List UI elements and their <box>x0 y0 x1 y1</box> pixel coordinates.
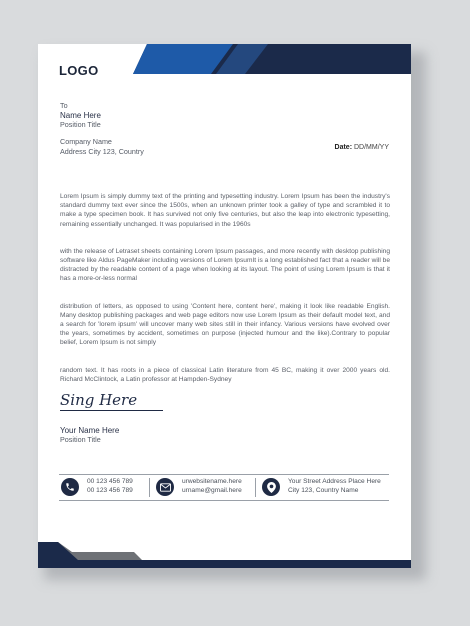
street-address: Your Street Address Place Here <box>288 478 381 486</box>
phone-1: 00 123 456 789 <box>87 478 133 486</box>
sender-position: Position Title <box>60 435 101 444</box>
city-country: City 123, Country Name <box>288 487 359 494</box>
body-paragraph-4: random text. It has roots in a piece of classical Latin literature from 45 BC, making it over 2000 years old. Richard McClintock, a Latin professor at Hampden-Sydney <box>60 366 390 383</box>
website: urwebsitename.here <box>182 478 242 486</box>
company-block <box>60 137 144 156</box>
contact-divider <box>149 478 150 497</box>
email-icon <box>156 478 174 496</box>
header-decoration <box>133 44 411 74</box>
email: urname@gmail.here <box>182 487 242 494</box>
sender-name: Your Name Here <box>60 426 120 435</box>
body-paragraph-3: distribution of letters, as opposed to using 'Content here, content here', making it look like readable English. Many desktop publishing packages and web page editors now use Lorem Ipsum as their default model text, and a search for 'lorem ipsum' will uncover many web sites still in their infancy. Various versions have evolved over the years, sometimes by accident, sometimes on purpose (injected humour and the like).Contrary to popular belief, Lorem Ipsum is not simply <box>60 302 390 347</box>
phone-contact <box>61 478 133 496</box>
contact-divider <box>255 478 256 497</box>
location-pin-icon <box>262 478 280 496</box>
recipient-block <box>60 101 101 129</box>
company-logo: LOGO <box>59 63 99 78</box>
web-contact <box>156 478 242 496</box>
to-label: To <box>60 101 68 110</box>
letter-body <box>60 192 390 402</box>
body-paragraph-1: Lorem Ipsum is simply dummy text of the printing and typesetting industry. Lorem Ipsum has been the industry's standard dummy text ever since the 1500s, when an unknown printer took a galley of type and scrambled it to make a type specimen book. It has survived not only five centuries, but also the leap into electronic typesetting, remaining essentially unchanged. It was popularised in the 1960s <box>60 193 390 228</box>
date-line <box>335 144 389 151</box>
phone-icon <box>61 478 79 496</box>
address-contact <box>262 478 381 496</box>
company-address: Address City 123, Country <box>60 146 144 156</box>
date-label: Date: <box>334 144 353 151</box>
signature-line: Sing Here <box>60 391 163 411</box>
phone-2: 00 123 456 789 <box>87 487 133 494</box>
contact-bar <box>59 474 389 501</box>
recipient-name: Name Here <box>60 110 101 120</box>
letterhead-page <box>38 44 411 568</box>
date-value: DD/MM/YY <box>354 144 389 151</box>
recipient-position: Position Title <box>60 119 101 129</box>
sender-block <box>60 426 119 445</box>
body-paragraph-2: with the release of Letraset sheets containing Lorem Ipsum passages, and more recently with desktop publishing software like Aldus PageMaker including versions of Lorem IpsumIt is a long established fact that a reader will be distracted by the readable content of a page when looking at its layout. The point of using Lorem Ipsum is that it has a more-or-less normal <box>60 247 390 283</box>
company-name: Company Name <box>60 137 112 146</box>
footer-decoration <box>38 542 411 568</box>
